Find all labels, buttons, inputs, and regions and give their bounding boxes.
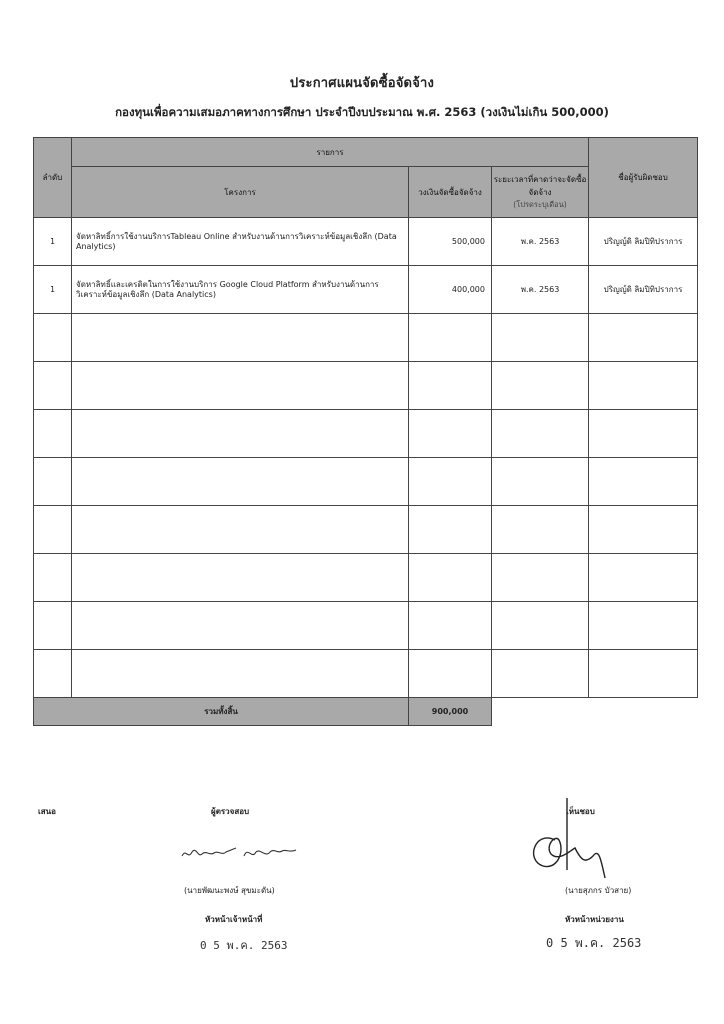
- empty-row: [34, 410, 698, 458]
- empty-row: [34, 362, 698, 410]
- reviewer-label: ผู้ตรวจสอบ: [211, 807, 250, 816]
- empty-row: [34, 458, 698, 506]
- reviewer-signature-icon: [178, 838, 303, 866]
- approver-date: 0 5 พ.ค. 2563: [546, 936, 642, 950]
- empty-row: [34, 314, 698, 362]
- header-amount: วงเงินจัดซื้อจัดจ้าง: [409, 167, 492, 218]
- row-vendor: ปริญญ์ดิ ลิมปิทิปราการ: [589, 266, 698, 314]
- approve-label: เห็นชอบ: [566, 807, 595, 816]
- total-row: [34, 698, 698, 726]
- reviewer-date: 0 5 พ.ค. 2563: [200, 939, 288, 952]
- row-amount: 500,000: [409, 218, 492, 266]
- empty-row: [34, 554, 698, 602]
- row-period: พ.ค. 2563: [492, 266, 589, 314]
- propose-label: เสนอ: [38, 807, 56, 816]
- header-period-note: (โปรดระบุเดือน): [513, 200, 567, 209]
- row-no: 1: [34, 266, 72, 314]
- approver-name: (นายสุภกร บัวสาย): [565, 886, 632, 895]
- row-period: พ.ค. 2563: [492, 218, 589, 266]
- row-project: จัดหาลิทธิ์และเครดิตในการใช้งานบริการ Google Cloud Platform สำหรับงานด้านการวิเคราะห์ข้อมูลเชิงลึก (Data Analytics): [72, 266, 409, 314]
- table-row: [34, 218, 698, 266]
- empty-row: [34, 506, 698, 554]
- total-amount: 900,000: [409, 698, 492, 726]
- row-amount: 400,000: [409, 266, 492, 314]
- page-subtitle: กองทุนเพื่อความเสมอภาคทางการศึกษา ประจำปีงบประมาณ พ.ศ. 2563 (วงเงินไม่เกิน 500,000): [115, 105, 609, 119]
- procurement-plan-table: [33, 137, 698, 726]
- header-period-label: ระยะเวลาที่คาดว่าจะจัดซื้อจัดจ้าง: [493, 175, 587, 197]
- row-project: จัดหาลิทธิ์การใช้งานบริการTableau Online สำหรับงานด้านการวิเคราะห์ข้อมูลเชิงลึก (Data Analytics): [72, 218, 409, 266]
- header-no: ลำดับ: [34, 138, 72, 218]
- header-vendor: ชื่อผู้รับผิดชอบ: [589, 138, 698, 218]
- approver-title: หัวหน้าหน่วยงาน: [565, 915, 624, 924]
- page-title: ประกาศแผนจัดซื้อจัดจ้าง: [289, 76, 435, 91]
- reviewer-name: (นายพัฒนะพงษ์ สุขมะดัน): [184, 886, 275, 895]
- header-items: รายการ: [72, 138, 589, 167]
- total-label: รวมทั้งสิ้น: [34, 698, 409, 726]
- reviewer-title: หัวหน้าเจ้าหน้าที่: [205, 915, 263, 924]
- table-row: [34, 266, 698, 314]
- approver-signature-icon: [515, 790, 610, 885]
- header-period: [492, 167, 589, 218]
- empty-row: [34, 650, 698, 698]
- empty-row: [34, 602, 698, 650]
- header-project: โครงการ: [72, 167, 409, 218]
- row-no: 1: [34, 218, 72, 266]
- row-vendor: ปริญญ์ดิ ลิมปิทิปราการ: [589, 218, 698, 266]
